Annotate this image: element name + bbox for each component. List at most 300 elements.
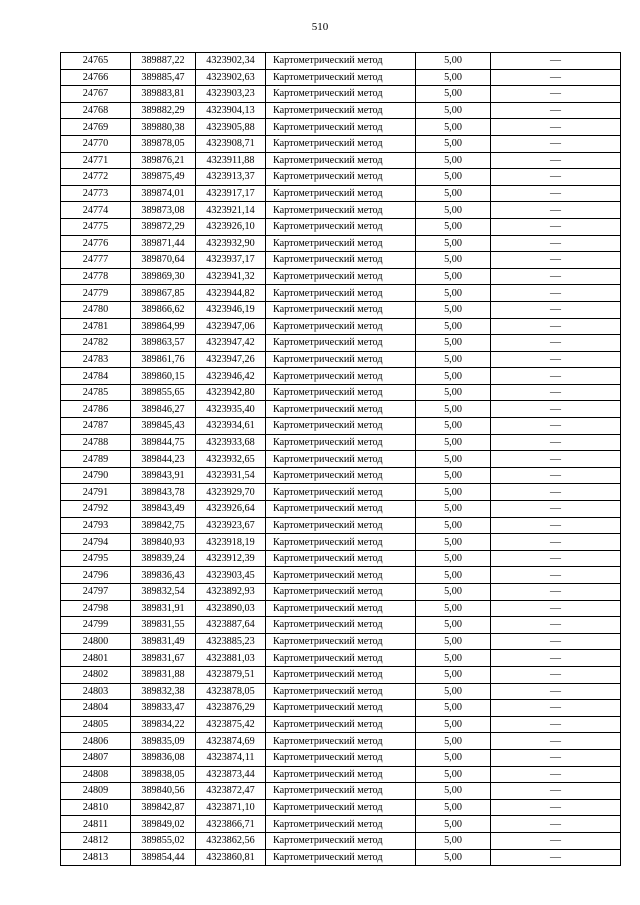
point-number-cell: 24781 bbox=[61, 318, 131, 335]
method-cell: Картометрический метод bbox=[266, 517, 416, 534]
x-coordinate-cell: 389874,01 bbox=[131, 185, 196, 202]
point-number-cell: 24779 bbox=[61, 285, 131, 302]
method-cell: Картометрический метод bbox=[266, 86, 416, 103]
x-coordinate-cell: 389867,85 bbox=[131, 285, 196, 302]
x-coordinate-cell: 389846,27 bbox=[131, 401, 196, 418]
accuracy-cell: 5,00 bbox=[416, 218, 491, 235]
point-number-cell: 24769 bbox=[61, 119, 131, 136]
table-row bbox=[61, 69, 621, 86]
note-cell: — bbox=[491, 434, 621, 451]
page-number: 510 bbox=[311, 21, 329, 33]
method-cell: Картометрический метод bbox=[266, 849, 416, 866]
y-coordinate-cell: 4323885,23 bbox=[196, 633, 266, 650]
table-row bbox=[61, 700, 621, 717]
x-coordinate-cell: 389843,91 bbox=[131, 467, 196, 484]
accuracy-cell: 5,00 bbox=[416, 550, 491, 567]
accuracy-cell: 5,00 bbox=[416, 517, 491, 534]
table-row bbox=[61, 119, 621, 136]
x-coordinate-cell: 389831,91 bbox=[131, 600, 196, 617]
y-coordinate-cell: 4323941,32 bbox=[196, 268, 266, 285]
accuracy-cell: 5,00 bbox=[416, 384, 491, 401]
table-row bbox=[61, 666, 621, 683]
note-cell: — bbox=[491, 816, 621, 833]
accuracy-cell: 5,00 bbox=[416, 600, 491, 617]
accuracy-cell: 5,00 bbox=[416, 733, 491, 750]
note-cell: — bbox=[491, 666, 621, 683]
table-row bbox=[61, 252, 621, 269]
method-cell: Картометрический метод bbox=[266, 733, 416, 750]
point-number-cell: 24799 bbox=[61, 617, 131, 634]
x-coordinate-cell: 389843,78 bbox=[131, 484, 196, 501]
y-coordinate-cell: 4323926,10 bbox=[196, 218, 266, 235]
note-cell: — bbox=[491, 849, 621, 866]
y-coordinate-cell: 4323935,40 bbox=[196, 401, 266, 418]
y-coordinate-cell: 4323911,88 bbox=[196, 152, 266, 169]
point-number-cell: 24807 bbox=[61, 749, 131, 766]
table-row bbox=[61, 550, 621, 567]
y-coordinate-cell: 4323860,81 bbox=[196, 849, 266, 866]
note-cell: — bbox=[491, 451, 621, 468]
table-row bbox=[61, 451, 621, 468]
x-coordinate-cell: 389870,64 bbox=[131, 252, 196, 269]
table-row bbox=[61, 849, 621, 866]
y-coordinate-cell: 4323873,44 bbox=[196, 766, 266, 783]
method-cell: Картометрический метод bbox=[266, 102, 416, 119]
method-cell: Картометрический метод bbox=[266, 600, 416, 617]
note-cell: — bbox=[491, 467, 621, 484]
note-cell: — bbox=[491, 218, 621, 235]
x-coordinate-cell: 389860,15 bbox=[131, 368, 196, 385]
table-row bbox=[61, 53, 621, 70]
method-cell: Картометрический метод bbox=[266, 119, 416, 136]
x-coordinate-cell: 389835,09 bbox=[131, 733, 196, 750]
table-row bbox=[61, 301, 621, 318]
x-coordinate-cell: 389832,38 bbox=[131, 683, 196, 700]
method-cell: Картометрический метод bbox=[266, 135, 416, 152]
note-cell: — bbox=[491, 351, 621, 368]
method-cell: Картометрический метод bbox=[266, 285, 416, 302]
x-coordinate-cell: 389832,54 bbox=[131, 584, 196, 601]
accuracy-cell: 5,00 bbox=[416, 401, 491, 418]
x-coordinate-cell: 389831,67 bbox=[131, 650, 196, 667]
note-cell: — bbox=[491, 501, 621, 518]
method-cell: Картометрический метод bbox=[266, 351, 416, 368]
y-coordinate-cell: 4323912,39 bbox=[196, 550, 266, 567]
x-coordinate-cell: 389878,05 bbox=[131, 135, 196, 152]
table-row bbox=[61, 235, 621, 252]
point-number-cell: 24771 bbox=[61, 152, 131, 169]
x-coordinate-cell: 389842,87 bbox=[131, 799, 196, 816]
point-number-cell: 24809 bbox=[61, 783, 131, 800]
table-row bbox=[61, 766, 621, 783]
accuracy-cell: 5,00 bbox=[416, 633, 491, 650]
x-coordinate-cell: 389849,02 bbox=[131, 816, 196, 833]
accuracy-cell: 5,00 bbox=[416, 534, 491, 551]
point-number-cell: 24794 bbox=[61, 534, 131, 551]
method-cell: Картометрический метод bbox=[266, 700, 416, 717]
point-number-cell: 24768 bbox=[61, 102, 131, 119]
table-row bbox=[61, 501, 621, 518]
x-coordinate-cell: 389831,88 bbox=[131, 666, 196, 683]
table-row bbox=[61, 86, 621, 103]
y-coordinate-cell: 4323874,11 bbox=[196, 749, 266, 766]
note-cell: — bbox=[491, 401, 621, 418]
y-coordinate-cell: 4323903,23 bbox=[196, 86, 266, 103]
method-cell: Картометрический метод bbox=[266, 816, 416, 833]
accuracy-cell: 5,00 bbox=[416, 816, 491, 833]
note-cell: — bbox=[491, 86, 621, 103]
x-coordinate-cell: 389842,75 bbox=[131, 517, 196, 534]
table-row bbox=[61, 600, 621, 617]
table-row bbox=[61, 318, 621, 335]
accuracy-cell: 5,00 bbox=[416, 185, 491, 202]
x-coordinate-cell: 389863,57 bbox=[131, 335, 196, 352]
note-cell: — bbox=[491, 484, 621, 501]
note-cell: — bbox=[491, 318, 621, 335]
coordinates-table-body bbox=[61, 53, 621, 866]
note-cell: — bbox=[491, 567, 621, 584]
method-cell: Картометрический метод bbox=[266, 617, 416, 634]
point-number-cell: 24782 bbox=[61, 335, 131, 352]
point-number-cell: 24798 bbox=[61, 600, 131, 617]
note-cell: — bbox=[491, 799, 621, 816]
accuracy-cell: 5,00 bbox=[416, 252, 491, 269]
accuracy-cell: 5,00 bbox=[416, 584, 491, 601]
table-row bbox=[61, 534, 621, 551]
point-number-cell: 24793 bbox=[61, 517, 131, 534]
method-cell: Картометрический метод bbox=[266, 567, 416, 584]
accuracy-cell: 5,00 bbox=[416, 335, 491, 352]
table-row bbox=[61, 832, 621, 849]
point-number-cell: 24811 bbox=[61, 816, 131, 833]
point-number-cell: 24783 bbox=[61, 351, 131, 368]
note-cell: — bbox=[491, 749, 621, 766]
accuracy-cell: 5,00 bbox=[416, 467, 491, 484]
y-coordinate-cell: 4323866,71 bbox=[196, 816, 266, 833]
table-row bbox=[61, 783, 621, 800]
method-cell: Картометрический метод bbox=[266, 534, 416, 551]
y-coordinate-cell: 4323947,42 bbox=[196, 335, 266, 352]
accuracy-cell: 5,00 bbox=[416, 53, 491, 70]
point-number-cell: 24787 bbox=[61, 418, 131, 435]
method-cell: Картометрический метод bbox=[266, 832, 416, 849]
method-cell: Картометрический метод bbox=[266, 69, 416, 86]
table-row bbox=[61, 683, 621, 700]
note-cell: — bbox=[491, 600, 621, 617]
y-coordinate-cell: 4323879,51 bbox=[196, 666, 266, 683]
method-cell: Картометрический метод bbox=[266, 484, 416, 501]
x-coordinate-cell: 389844,75 bbox=[131, 434, 196, 451]
accuracy-cell: 5,00 bbox=[416, 849, 491, 866]
note-cell: — bbox=[491, 650, 621, 667]
x-coordinate-cell: 389840,93 bbox=[131, 534, 196, 551]
table-row bbox=[61, 584, 621, 601]
accuracy-cell: 5,00 bbox=[416, 86, 491, 103]
accuracy-cell: 5,00 bbox=[416, 169, 491, 186]
accuracy-cell: 5,00 bbox=[416, 716, 491, 733]
y-coordinate-cell: 4323947,26 bbox=[196, 351, 266, 368]
x-coordinate-cell: 389855,02 bbox=[131, 832, 196, 849]
y-coordinate-cell: 4323862,56 bbox=[196, 832, 266, 849]
table-row bbox=[61, 285, 621, 302]
accuracy-cell: 5,00 bbox=[416, 268, 491, 285]
note-cell: — bbox=[491, 202, 621, 219]
point-number-cell: 24795 bbox=[61, 550, 131, 567]
table-row bbox=[61, 733, 621, 750]
accuracy-cell: 5,00 bbox=[416, 434, 491, 451]
point-number-cell: 24788 bbox=[61, 434, 131, 451]
table-row bbox=[61, 218, 621, 235]
x-coordinate-cell: 389880,38 bbox=[131, 119, 196, 136]
accuracy-cell: 5,00 bbox=[416, 135, 491, 152]
table-row bbox=[61, 749, 621, 766]
point-number-cell: 24766 bbox=[61, 69, 131, 86]
y-coordinate-cell: 4323923,67 bbox=[196, 517, 266, 534]
point-number-cell: 24802 bbox=[61, 666, 131, 683]
y-coordinate-cell: 4323887,64 bbox=[196, 617, 266, 634]
method-cell: Картометрический метод bbox=[266, 666, 416, 683]
x-coordinate-cell: 389872,29 bbox=[131, 218, 196, 235]
method-cell: Картометрический метод bbox=[266, 169, 416, 186]
y-coordinate-cell: 4323905,88 bbox=[196, 119, 266, 136]
y-coordinate-cell: 4323902,63 bbox=[196, 69, 266, 86]
y-coordinate-cell: 4323946,42 bbox=[196, 368, 266, 385]
y-coordinate-cell: 4323921,14 bbox=[196, 202, 266, 219]
x-coordinate-cell: 389871,44 bbox=[131, 235, 196, 252]
accuracy-cell: 5,00 bbox=[416, 766, 491, 783]
y-coordinate-cell: 4323934,61 bbox=[196, 418, 266, 435]
accuracy-cell: 5,00 bbox=[416, 285, 491, 302]
method-cell: Картометрический метод bbox=[266, 218, 416, 235]
x-coordinate-cell: 389861,76 bbox=[131, 351, 196, 368]
x-coordinate-cell: 389864,99 bbox=[131, 318, 196, 335]
table-row bbox=[61, 484, 621, 501]
note-cell: — bbox=[491, 119, 621, 136]
x-coordinate-cell: 389855,65 bbox=[131, 384, 196, 401]
method-cell: Картометрический метод bbox=[266, 235, 416, 252]
accuracy-cell: 5,00 bbox=[416, 832, 491, 849]
point-number-cell: 24774 bbox=[61, 202, 131, 219]
note-cell: — bbox=[491, 534, 621, 551]
x-coordinate-cell: 389836,43 bbox=[131, 567, 196, 584]
point-number-cell: 24796 bbox=[61, 567, 131, 584]
method-cell: Картометрический метод bbox=[266, 633, 416, 650]
y-coordinate-cell: 4323904,13 bbox=[196, 102, 266, 119]
x-coordinate-cell: 389885,47 bbox=[131, 69, 196, 86]
accuracy-cell: 5,00 bbox=[416, 749, 491, 766]
note-cell: — bbox=[491, 252, 621, 269]
method-cell: Картометрический метод bbox=[266, 799, 416, 816]
accuracy-cell: 5,00 bbox=[416, 567, 491, 584]
point-number-cell: 24801 bbox=[61, 650, 131, 667]
note-cell: — bbox=[491, 285, 621, 302]
accuracy-cell: 5,00 bbox=[416, 617, 491, 634]
x-coordinate-cell: 389831,49 bbox=[131, 633, 196, 650]
note-cell: — bbox=[491, 384, 621, 401]
method-cell: Картометрический метод bbox=[266, 716, 416, 733]
method-cell: Картометрический метод bbox=[266, 318, 416, 335]
method-cell: Картометрический метод bbox=[266, 152, 416, 169]
method-cell: Картометрический метод bbox=[266, 202, 416, 219]
coordinates-table bbox=[60, 52, 621, 866]
table-row bbox=[61, 152, 621, 169]
accuracy-cell: 5,00 bbox=[416, 235, 491, 252]
note-cell: — bbox=[491, 716, 621, 733]
point-number-cell: 24765 bbox=[61, 53, 131, 70]
table-row bbox=[61, 716, 621, 733]
point-number-cell: 24775 bbox=[61, 218, 131, 235]
x-coordinate-cell: 389873,08 bbox=[131, 202, 196, 219]
x-coordinate-cell: 389836,08 bbox=[131, 749, 196, 766]
note-cell: — bbox=[491, 152, 621, 169]
point-number-cell: 24790 bbox=[61, 467, 131, 484]
table-row bbox=[61, 633, 621, 650]
method-cell: Картометрический метод bbox=[266, 185, 416, 202]
point-number-cell: 24777 bbox=[61, 252, 131, 269]
accuracy-cell: 5,00 bbox=[416, 301, 491, 318]
point-number-cell: 24778 bbox=[61, 268, 131, 285]
point-number-cell: 24805 bbox=[61, 716, 131, 733]
point-number-cell: 24813 bbox=[61, 849, 131, 866]
y-coordinate-cell: 4323937,17 bbox=[196, 252, 266, 269]
method-cell: Картометрический метод bbox=[266, 783, 416, 800]
x-coordinate-cell: 389887,22 bbox=[131, 53, 196, 70]
y-coordinate-cell: 4323947,06 bbox=[196, 318, 266, 335]
x-coordinate-cell: 389831,55 bbox=[131, 617, 196, 634]
note-cell: — bbox=[491, 783, 621, 800]
method-cell: Картометрический метод bbox=[266, 53, 416, 70]
x-coordinate-cell: 389833,47 bbox=[131, 700, 196, 717]
y-coordinate-cell: 4323892,93 bbox=[196, 584, 266, 601]
y-coordinate-cell: 4323875,42 bbox=[196, 716, 266, 733]
point-number-cell: 24789 bbox=[61, 451, 131, 468]
table-row bbox=[61, 185, 621, 202]
table-row bbox=[61, 169, 621, 186]
y-coordinate-cell: 4323881,03 bbox=[196, 650, 266, 667]
accuracy-cell: 5,00 bbox=[416, 666, 491, 683]
note-cell: — bbox=[491, 169, 621, 186]
accuracy-cell: 5,00 bbox=[416, 683, 491, 700]
y-coordinate-cell: 4323932,65 bbox=[196, 451, 266, 468]
method-cell: Картометрический метод bbox=[266, 434, 416, 451]
x-coordinate-cell: 389840,56 bbox=[131, 783, 196, 800]
accuracy-cell: 5,00 bbox=[416, 451, 491, 468]
table-row bbox=[61, 135, 621, 152]
table-row bbox=[61, 517, 621, 534]
point-number-cell: 24803 bbox=[61, 683, 131, 700]
y-coordinate-cell: 4323929,70 bbox=[196, 484, 266, 501]
point-number-cell: 24791 bbox=[61, 484, 131, 501]
table-row bbox=[61, 650, 621, 667]
table-row bbox=[61, 401, 621, 418]
point-number-cell: 24776 bbox=[61, 235, 131, 252]
method-cell: Картометрический метод bbox=[266, 418, 416, 435]
note-cell: — bbox=[491, 102, 621, 119]
y-coordinate-cell: 4323942,80 bbox=[196, 384, 266, 401]
note-cell: — bbox=[491, 700, 621, 717]
note-cell: — bbox=[491, 584, 621, 601]
method-cell: Картометрический метод bbox=[266, 550, 416, 567]
accuracy-cell: 5,00 bbox=[416, 318, 491, 335]
note-cell: — bbox=[491, 69, 621, 86]
note-cell: — bbox=[491, 633, 621, 650]
point-number-cell: 24806 bbox=[61, 733, 131, 750]
point-number-cell: 24773 bbox=[61, 185, 131, 202]
point-number-cell: 24812 bbox=[61, 832, 131, 849]
note-cell: — bbox=[491, 517, 621, 534]
note-cell: — bbox=[491, 550, 621, 567]
accuracy-cell: 5,00 bbox=[416, 484, 491, 501]
method-cell: Картометрический метод bbox=[266, 766, 416, 783]
method-cell: Картометрический метод bbox=[266, 650, 416, 667]
y-coordinate-cell: 4323944,82 bbox=[196, 285, 266, 302]
note-cell: — bbox=[491, 185, 621, 202]
x-coordinate-cell: 389839,24 bbox=[131, 550, 196, 567]
table-row bbox=[61, 351, 621, 368]
y-coordinate-cell: 4323908,71 bbox=[196, 135, 266, 152]
x-coordinate-cell: 389875,49 bbox=[131, 169, 196, 186]
y-coordinate-cell: 4323876,29 bbox=[196, 700, 266, 717]
point-number-cell: 24792 bbox=[61, 501, 131, 518]
table-row bbox=[61, 434, 621, 451]
point-number-cell: 24797 bbox=[61, 584, 131, 601]
method-cell: Картометрический метод bbox=[266, 301, 416, 318]
method-cell: Картометрический метод bbox=[266, 368, 416, 385]
table-row bbox=[61, 617, 621, 634]
table-row bbox=[61, 268, 621, 285]
note-cell: — bbox=[491, 335, 621, 352]
method-cell: Картометрический метод bbox=[266, 501, 416, 518]
note-cell: — bbox=[491, 268, 621, 285]
accuracy-cell: 5,00 bbox=[416, 700, 491, 717]
method-cell: Картометрический метод bbox=[266, 683, 416, 700]
table-row bbox=[61, 567, 621, 584]
accuracy-cell: 5,00 bbox=[416, 501, 491, 518]
note-cell: — bbox=[491, 368, 621, 385]
accuracy-cell: 5,00 bbox=[416, 783, 491, 800]
y-coordinate-cell: 4323890,03 bbox=[196, 600, 266, 617]
table-row bbox=[61, 102, 621, 119]
y-coordinate-cell: 4323902,34 bbox=[196, 53, 266, 70]
note-cell: — bbox=[491, 683, 621, 700]
table-row bbox=[61, 335, 621, 352]
point-number-cell: 24800 bbox=[61, 633, 131, 650]
table-row bbox=[61, 418, 621, 435]
y-coordinate-cell: 4323913,37 bbox=[196, 169, 266, 186]
x-coordinate-cell: 389845,43 bbox=[131, 418, 196, 435]
accuracy-cell: 5,00 bbox=[416, 119, 491, 136]
table-row bbox=[61, 816, 621, 833]
method-cell: Картометрический метод bbox=[266, 749, 416, 766]
accuracy-cell: 5,00 bbox=[416, 368, 491, 385]
x-coordinate-cell: 389866,62 bbox=[131, 301, 196, 318]
note-cell: — bbox=[491, 832, 621, 849]
note-cell: — bbox=[491, 53, 621, 70]
note-cell: — bbox=[491, 235, 621, 252]
x-coordinate-cell: 389883,81 bbox=[131, 86, 196, 103]
method-cell: Картометрический метод bbox=[266, 584, 416, 601]
point-number-cell: 24767 bbox=[61, 86, 131, 103]
x-coordinate-cell: 389869,30 bbox=[131, 268, 196, 285]
y-coordinate-cell: 4323874,69 bbox=[196, 733, 266, 750]
method-cell: Картометрический метод bbox=[266, 467, 416, 484]
note-cell: — bbox=[491, 418, 621, 435]
y-coordinate-cell: 4323917,17 bbox=[196, 185, 266, 202]
method-cell: Картометрический метод bbox=[266, 335, 416, 352]
note-cell: — bbox=[491, 733, 621, 750]
method-cell: Картометрический метод bbox=[266, 401, 416, 418]
x-coordinate-cell: 389882,29 bbox=[131, 102, 196, 119]
